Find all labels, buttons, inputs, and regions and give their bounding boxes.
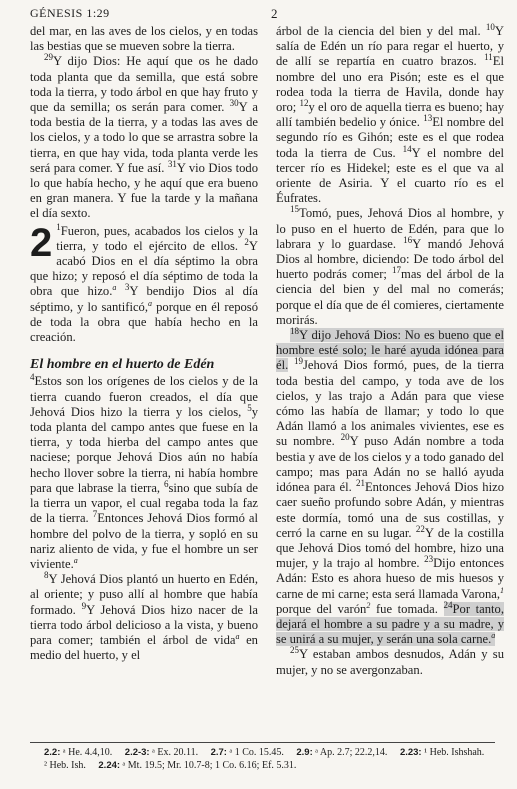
footnote — [98, 760, 296, 771]
verse-number: 1 — [56, 221, 61, 232]
footnote-marker[interactable]: a — [73, 555, 78, 565]
verse-text: Y vio Dios todo lo que había hecho, y he aquí que era bueno en gran manera. Y fue la tarde y la mañana el día sexto. — [30, 160, 258, 221]
verse-number: 21 — [355, 477, 365, 488]
verse-number: 2 — [244, 236, 249, 247]
footnote-ref: 2.9: — [296, 747, 313, 758]
verse-number: 25 — [290, 645, 299, 656]
verse-text: Entonces Jehová Dios formó al hombre del polvo de la tierra, y sopló en su nariz aliento de vida, y fue el hombre un ser viviente. — [30, 511, 258, 571]
footnote-marker[interactable]: a — [148, 298, 152, 308]
verse-paragraph — [30, 569, 259, 663]
verse-text: Y el nombre del tercer río es Hidekel; este es el que va al oriente de Asiria. Y el cuarto río es el Éufrates. — [276, 145, 504, 206]
verse-number: 20 — [340, 432, 350, 443]
footnote — [296, 747, 387, 758]
verse-text: Fueron, pues, acabados los cielos y la tierra, y todo el ejército de ellos. — [56, 223, 258, 253]
verse-text: Y mandó Jehová Dios al hombre, diciendo: De todo árbol del huerto podrás comer; — [276, 236, 504, 282]
footnote-marker[interactable]: 1 — [500, 585, 504, 595]
footnote-ref: 2.24: — [98, 760, 121, 771]
verse-text: en medio del huerto, y el — [30, 632, 258, 663]
footnote-text: ᵃ Mt. 19.5; Mr. 10.7-8; 1 Co. 6.16; Ef. 5.31. — [122, 760, 297, 771]
section-heading: El hombre en el huerto de Edén — [30, 357, 215, 373]
verse-text: Y dijo Dios: He aquí que os he dado toda planta que da semilla, que está sobre toda la tierra, y todo árbol en que hay fruto y que da semilla; os serán para comer. — [30, 54, 258, 115]
verse-text: porque en él reposó de toda la obra que había hecho en la creación. — [30, 299, 258, 345]
verse-paragraph — [276, 21, 504, 206]
verse-text: Tomó, pues, Jehová Dios al hombre, y lo puso en el huerto de Edén, para que lo labrara y lo guardase. — [276, 206, 504, 251]
footnote-text: ² Heb. Ish. — [44, 760, 86, 771]
verse-number: 14 — [402, 143, 412, 154]
verse-text: Y de la costilla que Jehová Dios tomó del hombre, hizo una mujer, y la trajo al hombre. — [276, 525, 505, 571]
verse-text: porque del varón — [276, 601, 367, 616]
verse-text: Y bendijo Dios al día séptimo, y lo santificó, — [30, 284, 258, 314]
verse-number: 5 — [247, 402, 252, 413]
verse-text: Estos son los orígenes de los cielos y de la tierra cuando fueron creados, el día que Jehová Dios hizo la tierra y los cielos, — [30, 374, 258, 419]
verse-number: 10 — [485, 21, 495, 32]
verse-text: Y estaban ambos desnudos, Adán y su mujer, y no se avergonzaban. — [276, 647, 504, 677]
verse-number: 19 — [294, 356, 304, 367]
verse-number: 4 — [30, 372, 35, 383]
verse-number: 3 — [124, 282, 130, 293]
right-column — [276, 21, 505, 678]
verse-text: El nombre del uno era Pisón; este es el que rodea toda la tierra de Havila, donde hay oro; — [276, 54, 504, 115]
footnote-ref: 2.2-3: — [124, 747, 150, 758]
page-number: 2 — [271, 6, 278, 21]
verse-paragraph — [30, 374, 258, 572]
verse-text: Jehová Dios formó, pues, de la tierra toda bestia del campo, y toda ave de los cielos, y las trajo a Adán para que viese cómo las había de llamar; y todo lo que Adán llamó a los animales vivientes, ese es su nombre. — [276, 358, 504, 449]
footnote-divider — [30, 742, 495, 743]
chapter-paragraph — [30, 220, 258, 346]
verse-text: Y salía de Edén un río para regar el huerto, y de allí se repartía en cuatro brazos. — [276, 24, 504, 69]
verse-text: y toda planta del campo antes que fuese en la tierra, y toda hierba del campo antes que naciese; porque Jehová Dios aún no había hecho llover sobre la tierra, ni había hombre para que labrase la tierra, — [30, 404, 258, 495]
verse-number: 24 — [443, 599, 453, 610]
verse-text — [30, 24, 258, 54]
verse-text: Y a toda bestia de la tierra, y a todas las aves de los cielos, y a todo lo que se arrastra sobre la tierra, en que hay vida, toda planta verde les será para comer. Y fue así. — [30, 100, 258, 175]
verse-text: Y acabó Dios en el día séptimo la obra que hizo; y reposó el día séptimo de toda la obra que hizo. — [30, 238, 258, 299]
verse-paragraph — [30, 54, 258, 221]
verse-number: 15 — [290, 204, 299, 215]
verse-text: Y Jehová Dios hizo nacer de la tierra todo árbol delicioso a la vista, y bueno para comer; también el árbol de vida — [30, 602, 259, 647]
chapter-number: 2 — [30, 220, 53, 265]
verse-text: Y puso Adán nombre a toda bestia y ave de los cielos y a todo ganado del campo; mas para Adán no se halló ayuda idónea para él. — [276, 434, 504, 495]
verse-text: del mar, en las aves de los cielos, y en todas las bestias que se mueven sobre la tierra. — [30, 24, 258, 54]
verse-number: 16 — [403, 234, 413, 245]
footnote-ref: 2.2: — [44, 747, 61, 758]
verse-number: 13 — [423, 113, 433, 124]
footnote — [44, 747, 112, 758]
verse-text: sino que subía de la tierra un vapor, el cual regaba toda la faz de la tierra. — [30, 480, 258, 526]
footnote — [211, 747, 284, 758]
footnote-marker[interactable]: a — [112, 283, 117, 293]
verse-text: Y Jehová Dios plantó un huerto en Edén, al oriente; y puso allí al hombre que había formado. — [30, 572, 258, 617]
footnote-text: ᵃ 1 Co. 15.45. — [229, 747, 284, 758]
verse-text: Dijo entonces Adán: Esto es ahora hueso de mis huesos y carne de mi carne; esta será llamada Varona, — [276, 556, 504, 601]
verse-number: 17 — [392, 265, 402, 276]
running-head: GÉNESIS 1:29 — [30, 6, 110, 20]
footnotes — [44, 746, 495, 772]
verse-text: árbol de la ciencia del bien y del mal. — [276, 24, 481, 38]
footnote-text: ᵃ Ap. 2.7; 22.2,14. — [315, 747, 388, 758]
page-header — [30, 6, 495, 22]
footnote — [400, 747, 484, 758]
verse-number: 30 — [229, 97, 239, 108]
verse-text: Entonces Jehová Dios hizo caer sueño profundo sobre Adán, y mientras este dormía, tomó una de sus costillas, y cerró la carne en su lugar. — [276, 480, 504, 540]
verse-paragraph — [276, 647, 504, 677]
verse-text: El nombre del segundo río es Gihón; este es el que rodea toda la tierra de Cus. — [276, 115, 504, 160]
verse-text: fue tomada. — [370, 601, 438, 616]
footnote-text: ᵃ Ex. 20.11. — [152, 747, 199, 758]
verse-number: 11 — [484, 52, 493, 63]
footnote-marker[interactable]: a — [491, 630, 496, 640]
verse-number: 18 — [290, 325, 299, 336]
verse-number: 9 — [81, 600, 87, 611]
verse-text: Y dijo Jehová Dios: No es bueno que el hombre esté solo; le haré ayuda idónea para él. — [276, 328, 504, 373]
footnote-ref: 2.7: — [210, 747, 227, 758]
verse-paragraph — [276, 325, 505, 647]
footnote-text: ¹ Heb. Ishshah. — [424, 747, 485, 758]
verse-text: Por tanto, dejará el hombre a su padre y a su madre, y se unirá a su mujer, y serán una sola carne. — [276, 601, 504, 647]
verse-number: 22 — [415, 523, 425, 534]
footnote-ref: 2.23: — [399, 747, 422, 758]
footnote-text: ᵃ He. 4.4,10. — [62, 747, 113, 758]
verse-number: 8 — [44, 569, 49, 580]
left-column — [30, 24, 258, 663]
verse-text: y el oro de aquella tierra es bueno; hay allí también bedelio y ónice. — [276, 100, 504, 130]
verse-paragraph — [276, 206, 504, 328]
footnote-marker[interactable]: a — [235, 631, 240, 641]
footnote-marker[interactable]: 2 — [366, 600, 371, 610]
verse-number: 6 — [164, 478, 169, 489]
verse-number: 12 — [299, 97, 309, 108]
verse-number: 7 — [92, 509, 98, 520]
verse-number: 29 — [44, 52, 53, 63]
footnote — [44, 760, 86, 771]
footnote — [125, 747, 198, 758]
verse-number: 23 — [424, 553, 434, 564]
verse-number: 31 — [167, 158, 177, 169]
verse-text: mas del árbol de la ciencia del bien y del mal no comerás; porque el día que de él comieres, ciertamente morirás. — [276, 267, 504, 327]
